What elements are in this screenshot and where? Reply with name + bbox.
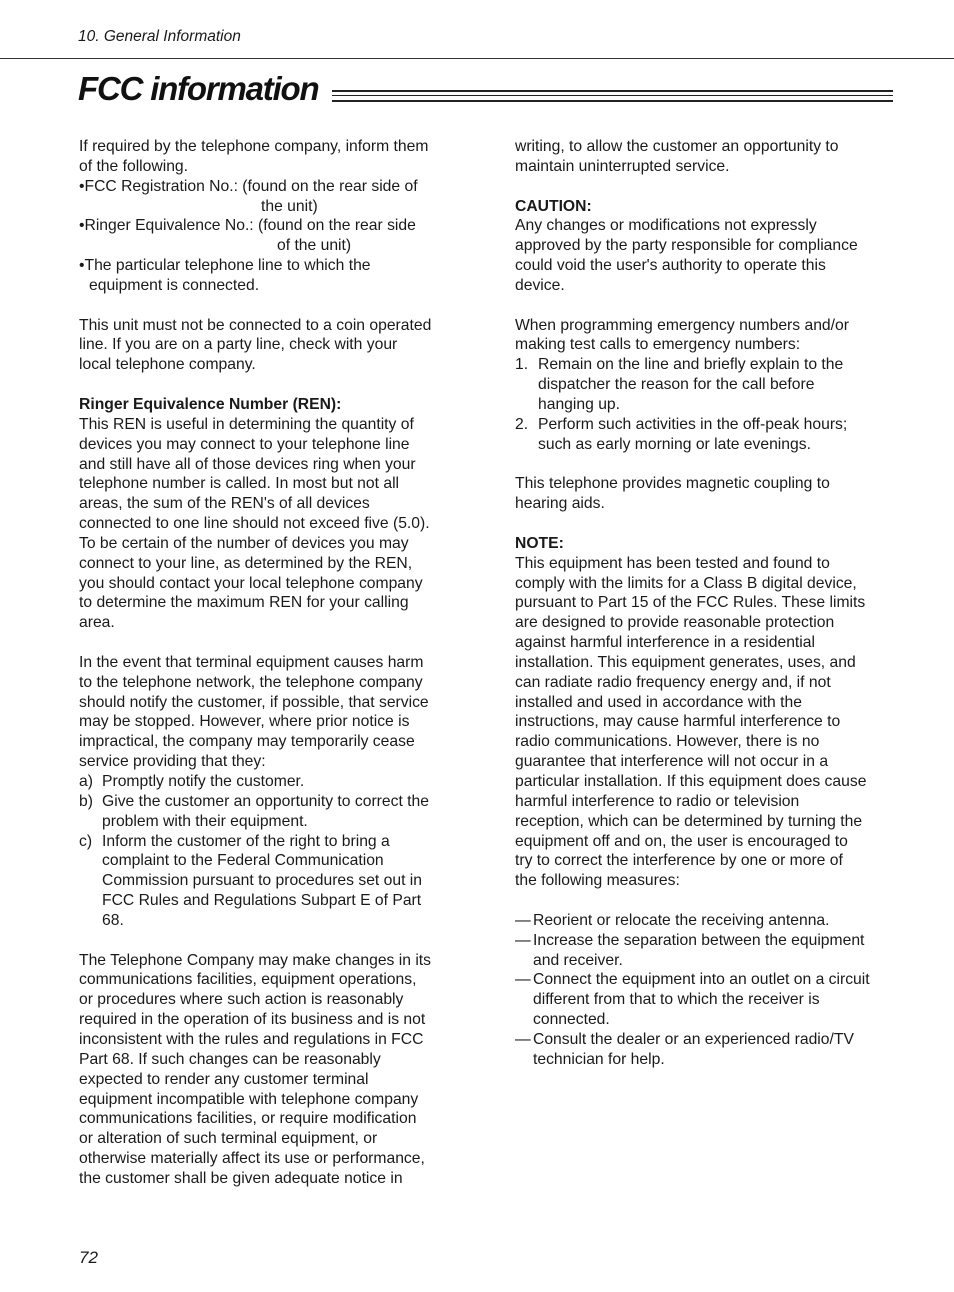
list-marker: 1. [515, 356, 529, 374]
text-line: telephone number is called. In most but not all [79, 475, 400, 493]
text-line: line. If you are on a party line, check with your [79, 336, 398, 354]
text-line: Inform the customer of the right to bring a [102, 832, 390, 850]
text-line: •Ringer Equivalence No.: (found on the rear side [79, 217, 416, 235]
caution-heading: CAUTION: [515, 197, 592, 215]
text-line: Reorient or relocate the receiving antenna. [533, 911, 830, 929]
text-line: making test calls to emergency numbers: [515, 336, 801, 354]
text-line: guarantee that interference will not occur in a [515, 753, 829, 771]
list-item [79, 832, 465, 931]
list-marker: a) [79, 773, 93, 790]
ringer-bullet [79, 216, 465, 256]
text-line: to determine the maximum REN for your calling [79, 594, 409, 612]
text-line: pursuant to Part 15 of the FCC Rules. These limits [515, 594, 866, 612]
text-line: installed and used in accordance with the [515, 693, 802, 711]
ren-paragraph [79, 415, 465, 633]
list-item [515, 355, 901, 415]
text-line: communications facilities, equipment operations, [79, 971, 417, 989]
text-line: you should contact your local telephone company [79, 574, 423, 592]
note-heading: NOTE: [515, 534, 564, 552]
text-line: are designed to provide reasonable protection [515, 614, 835, 632]
text-line: device. [515, 276, 565, 294]
changes-paragraph [79, 951, 465, 1189]
list-item [515, 415, 901, 455]
text-line: the unit) [261, 197, 318, 215]
text-line: Promptly notify the customer. [102, 773, 305, 790]
text-line: technician for help. [533, 1050, 665, 1068]
text-line: dispatcher the reason for the call before [538, 376, 815, 394]
text-line: areas, the sum of the REN's of all devices [79, 495, 370, 513]
text-line: or procedures where such action is reasonably [79, 991, 404, 1009]
note-paragraph [515, 554, 901, 891]
text-line: required in the operation of its business and is not [79, 1011, 426, 1029]
text-line: This telephone provides magnetic coupling to [515, 475, 830, 493]
text-line: connected to one line should not exceed five (5.0). [79, 515, 430, 533]
line-bullet [79, 256, 465, 296]
text-line: Give the customer an opportunity to correct the [102, 792, 429, 810]
text-line: Any changes or modifications not expressly [515, 217, 817, 235]
text-line: problem with their equipment. [102, 812, 308, 830]
text-line: radio communications. However, there is no [515, 733, 820, 751]
left-column [79, 137, 465, 1189]
text-line: inconsistent with the rules and regulations in FCC [79, 1030, 424, 1048]
text-line: and receiver. [533, 951, 623, 969]
text-line: of the unit) [277, 237, 352, 255]
text-line: maintain uninterrupted service. [515, 157, 730, 175]
list-marker: 2. [515, 415, 529, 433]
text-line: Remain on the line and briefly explain to the [538, 356, 844, 374]
registration-bullet [79, 177, 465, 217]
text-line: reception, which can be determined by turning the [515, 812, 863, 830]
text-line: Increase the separation between the equipment [533, 931, 865, 949]
text-line: different from that to which the receiver is [533, 991, 820, 1009]
dash-marker: — [515, 1030, 531, 1048]
text-line: service providing that they: [79, 753, 266, 771]
text-line: This equipment has been tested and found to [515, 554, 830, 572]
text-line: Connect the equipment into an outlet on a circuit [533, 971, 870, 989]
text-line: This REN is useful in determining the quantity of [79, 415, 414, 433]
text-line: against harmful interference in a residential [515, 634, 815, 652]
right-column [515, 137, 901, 1070]
text-line: writing, to allow the customer an opportunity to [515, 138, 839, 155]
text-line: of the following. [79, 157, 189, 175]
dash-marker: — [515, 911, 531, 929]
text-line: In the event that terminal equipment causes harm [79, 653, 424, 671]
section-header: 10. General Information [78, 28, 241, 45]
text-line: the customer shall be given adequate notice in [79, 1169, 403, 1187]
text-line: impractical, the company may temporarily cease [79, 733, 415, 751]
page-title: FCC information [78, 70, 319, 107]
list-marker: c) [79, 832, 93, 850]
text-line: When programming emergency numbers and/or [515, 316, 849, 334]
text-line: installation. This equipment generates, uses, and [515, 653, 856, 671]
text-line: approved by the party responsible for compliance [515, 237, 858, 255]
title-rule [332, 90, 893, 102]
text-line: hanging up. [538, 395, 620, 413]
text-line: •FCC Registration No.: (found on the rear side of [79, 177, 418, 195]
text-line: otherwise materially affect its use or performance, [79, 1150, 425, 1168]
text-line: complaint to the Federal Communication [102, 852, 384, 870]
text-line: Consult the dealer or an experienced radio/TV [533, 1030, 854, 1048]
text-line: connected. [533, 1011, 610, 1029]
text-line: harmful interference to radio or television [515, 792, 800, 810]
coupling-paragraph [515, 474, 901, 514]
text-line: comply with the limits for a Class B digital device, [515, 574, 857, 592]
text-line: instructions, may cause harmful interference to [515, 713, 841, 731]
text-line: communications facilities, or require modification [79, 1110, 417, 1128]
text-line: and still have all of those devices ring when your [79, 455, 416, 473]
page-number: 72 [79, 1248, 98, 1267]
harm-paragraph [79, 653, 465, 772]
list-marker: b) [79, 792, 93, 810]
text-line: connect to your line, as determined by the REN, [79, 554, 413, 572]
text-line: may be stopped. However, where prior notice is [79, 713, 410, 731]
text-line: such as early morning or late evenings. [538, 435, 811, 453]
text-line: FCC Rules and Regulations Subpart E of Part [102, 892, 422, 910]
text-line: equipment incompatible with telephone company [79, 1090, 419, 1108]
coin-paragraph [79, 316, 465, 376]
text-line: hearing aids. [515, 495, 605, 513]
list-item [79, 792, 465, 832]
header-rule [0, 58, 954, 59]
measure-item [515, 1030, 901, 1070]
text-line: expected to render any customer terminal [79, 1070, 369, 1088]
text-line: To be certain of the number of devices you may [79, 534, 409, 552]
text-line: particular installation. If this equipment does cause [515, 773, 867, 790]
text-line: or alteration of such terminal equipment, or [79, 1130, 378, 1148]
caution-paragraph [515, 216, 901, 295]
intro-paragraph [79, 137, 465, 177]
text-line: The Telephone Company may make changes in its [79, 951, 432, 969]
measure-item [515, 911, 901, 931]
text-line: Commission pursuant to procedures set out in [102, 872, 423, 890]
text-line: This unit must not be connected to a coin operated [79, 316, 432, 334]
measure-item [515, 931, 901, 971]
ren-heading: Ringer Equivalence Number (REN): [79, 395, 342, 413]
list-item [79, 772, 465, 792]
text-line: 68. [102, 911, 124, 929]
text-line: equipment is connected. [89, 276, 260, 294]
text-line: can radiate radio frequency energy and, if not [515, 673, 831, 691]
dash-marker: — [515, 971, 531, 989]
text-line: equipment off and on, the user is encouraged to [515, 832, 848, 850]
continued-paragraph [515, 137, 901, 177]
text-line: If required by the telephone company, inform them [79, 138, 429, 155]
text-line: the following measures: [515, 872, 680, 890]
emergency-paragraph [515, 316, 901, 356]
text-line: could void the user's authority to operate this [515, 257, 826, 275]
text-line: •The particular telephone line to which the [79, 257, 371, 275]
text-line: area. [79, 614, 115, 632]
text-line: Part 68. If such changes can be reasonably [79, 1050, 381, 1068]
text-line: devices you may connect to your telephone line [79, 435, 410, 453]
text-line: local telephone company. [79, 356, 256, 374]
dash-marker: — [515, 931, 531, 949]
text-line: Perform such activities in the off-peak hours; [538, 415, 848, 433]
text-line: to the telephone network, the telephone company [79, 673, 423, 691]
text-line: should notify the customer, if possible, that service [79, 693, 429, 711]
measure-item [515, 970, 901, 1030]
text-line: try to correct the interference by one or more of [515, 852, 843, 870]
